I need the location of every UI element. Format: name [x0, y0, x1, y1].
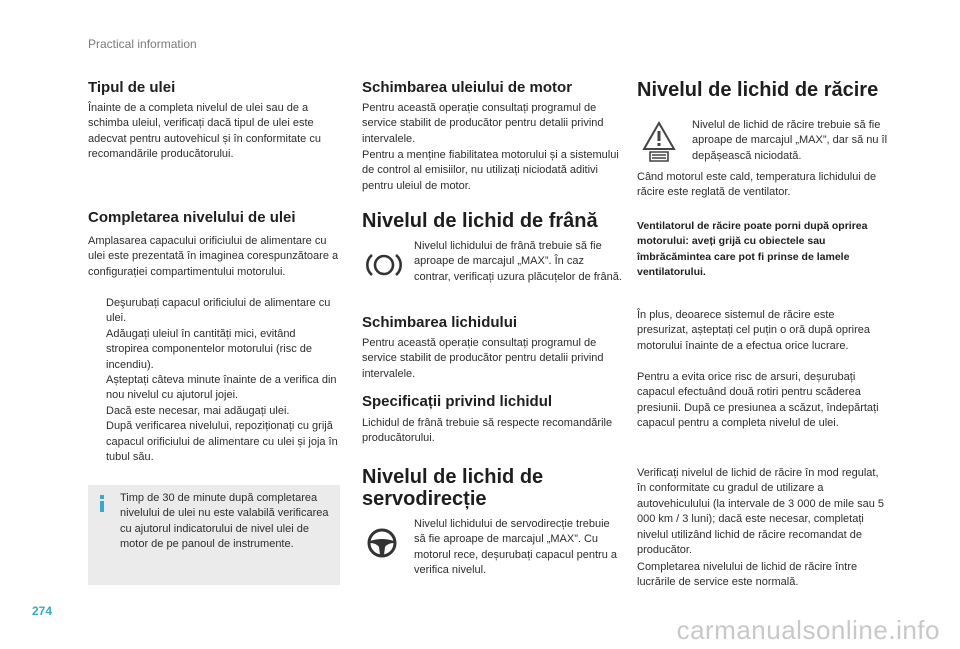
info-note — [88, 485, 340, 585]
coolant-pressure-text: În plus, deoarece sistemul de răcire este presurizat, așteptați cel puțin o oră după oprirea motorului înainte de a efectua orice lucrare. — [637, 309, 870, 352]
steering-warning-icon — [366, 527, 398, 559]
oil-change-text-2: Pentru a menține fiabilitatea motorului și a sistemului de control al emisiilor, nu utilizați niciodată aditivi pentru uleiul de motor. — [362, 149, 619, 192]
list-item: Așteptați câteva minute înainte de a verifica din nou nivelul cu ajutorul jojei. — [106, 374, 337, 402]
fluid-change-text: Pentru această operație consultați programul de service stabilit de producător pentru detalii privind intervalele. — [362, 337, 604, 380]
fluid-change-title: Schimbarea lichidului — [362, 314, 518, 331]
brake-warning-icon — [366, 251, 402, 279]
coolant-warning-icon — [642, 121, 676, 163]
oil-topup-title: Completarea nivelului de ulei — [88, 209, 296, 226]
oil-type-title: Tipul de ulei — [88, 79, 176, 96]
brake-fluid-title: Nivelul de lichid de frână — [362, 210, 598, 232]
list-item: Adăugați uleiul în cantități mici, evitând stropirea componentelor motorului (risc de incendiu). — [106, 327, 313, 371]
watermark: carmanualsonline.info — [676, 615, 940, 645]
list-item: Deşurubați capacul orificiului de alimentare cu ulei. — [106, 297, 331, 325]
list-item: Dacă este necesar, mai adăugați ulei. — [106, 404, 290, 417]
coolant-hot-text: Când motorul este cald, temperatura lichidului de răcire este reglată de ventilator. — [637, 171, 877, 199]
list-item: După verificarea nivelului, repoziționați cu grijă capacul orificiului de alimentare cu ulei și joja în tubul său. — [106, 420, 338, 464]
oil-change-text: Pentru această operație consultați programul de service stabilit de producător pentru detalii privind intervalele. — [362, 102, 604, 145]
power-steering-text: Nivelul lichidului de servodirecție trebuie să fie aproape de marcajul „MAX”. Cu motorul rece, deșurubați capacul pentru a verifica nivelul. — [414, 518, 618, 577]
fluid-spec-title: Specificații privind lichidul — [362, 393, 553, 410]
fan-warning-text: Ventilatorul de răcire poate porni după oprirea motorului: aveți grijă cu obiectele sau îmbrăcămintea care pot fi prinse de lamele ventilatorului. — [637, 220, 868, 279]
coolant-check-text: Verificați nivelul de lichid de răcire în mod regulat, în conformitate cu gradul de utilizare a autovehiculului (la intervale de 3 000 de mile sau 5 000 km / 3 luni); dacă este necesar, completați nivelul utilizând lichid de răcire recomandat de producător. — [637, 467, 885, 557]
coolant-intro-text: Nivelul de lichid de răcire trebuie să fie aproape de marcajul „MAX”, dar să nu îl depășească niciodată. — [692, 119, 888, 162]
fluid-spec-text: Lichidul de frână trebuie să respecte recomandările producătorului. — [362, 417, 613, 445]
oil-topup-text: Amplasarea capacului orificiului de alimentare cu ulei este prezentată în imaginea corespunzătoare a configurației compartimentului motorului. — [88, 235, 339, 278]
coolant-title: Nivelul de lichid de răcire — [637, 79, 879, 101]
info-note-text: Timp de 30 de minute după completarea nivelului de ulei nu este valabilă verificarea cu ajutorul indicatorului de nivel ulei de motor de pe panoul de instrumente. — [120, 492, 329, 551]
brake-fluid-text: Nivelul lichidului de frână trebuie să fie aproape de marcajul „MAX”. În caz contrar, verificați uzura plăcuțelor de frână. — [414, 240, 622, 283]
info-icon — [98, 495, 106, 512]
oil-type-text: Înainte de a completa nivelul de ulei sau de a schimba uleiul, verificați dacă tipul de ulei este adecvat pentru autovehicul și în conformitate cu recomandările producătorului. — [88, 102, 321, 161]
oil-change-title: Schimbarea uleiului de motor — [362, 79, 573, 96]
coolant-check-text-2: Completarea nivelului de lichid de răcire între lucrările de service este normală. — [637, 561, 858, 589]
page-header: Practical information — [88, 37, 197, 51]
page-number: 274 — [32, 604, 53, 618]
coolant-burn-text: Pentru a evita orice risc de arsuri, deșurubați capacul efectuând două rotiri pentru scăderea presiunii. După ce presiunea a scăzut, îndepărtați capacul pentru a completa nivelul de ulei. — [637, 371, 879, 430]
power-steering-title: Nivelul de lichid de servodirecție — [362, 466, 544, 510]
oil-topup-steps — [88, 296, 340, 465]
